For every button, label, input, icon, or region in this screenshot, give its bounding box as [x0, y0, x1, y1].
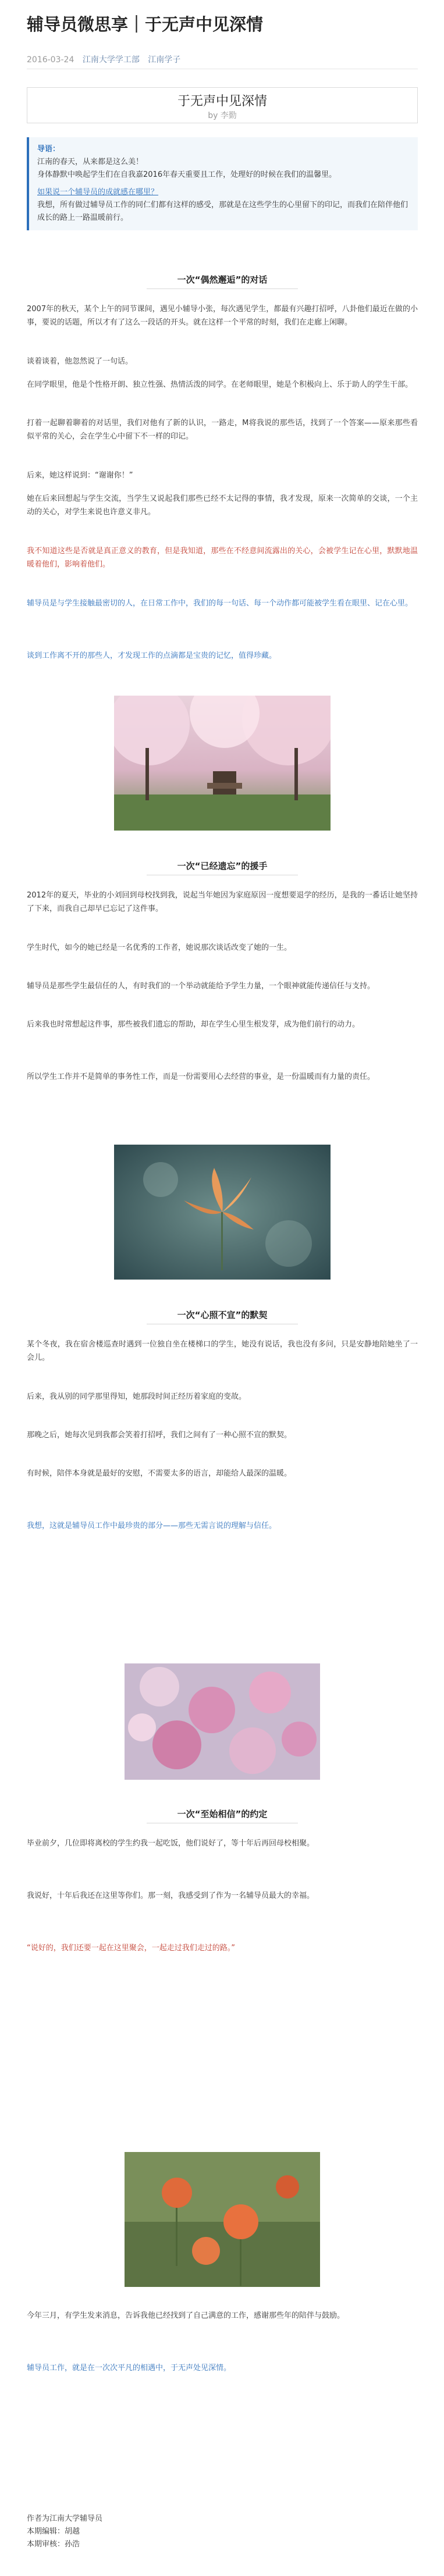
intro-line-2: 身体静默中唤起学生们在自我嘉2016年春天重要且工作，处理好的时候在我们的温馨里。 [37, 170, 337, 179]
article-header-box [27, 87, 418, 123]
highlight-paragraph: 我想，这就是辅导员工作中最珍贵的部分——那些无需言说的理解与信任。 [27, 1522, 277, 1530]
intro-line-3: 我想，所有做过辅导员工作的同仁们都有这样的感受，那就是在这些学生的心里留下的印记，而我们在陪伴他们成长的路上一路温暖前行。 [37, 201, 409, 222]
paragraph: 我说好，十年后我还在这里等你们。那一刻，我感受到了作为一名辅导员最大的幸福。 [27, 1891, 315, 1900]
highlight-paragraph: 辅导员工作，就是在一次次平凡的相遇中，于无声处见深情。 [27, 2364, 232, 2372]
page-title: 辅导员微思享｜于无声中见深情 [27, 15, 264, 34]
paragraph: 谈着谈着，他忽然说了一句话。 [27, 357, 133, 366]
highlight-paragraph: 我不知道这些是否就是真正意义的教育，但是我知道，那些在不经意间流露出的关心，会被学生记在心里，默默地温暖着他们，影响着他们。 [27, 547, 418, 569]
paragraph: 辅导员是那些学生最信任的人，有时我们的一个举动就能给予学生力量，一个眼神就能传递信任与支持。 [27, 982, 375, 991]
paragraph: 她在后来回想起与学生交流，当学生又说起我们那些已经不太记得的事情，我才发现，原来一次简单的交谈，一个主动的关心，对学生来说也许意义非凡。 [27, 494, 418, 516]
orange-poppies-photo [125, 2152, 320, 2287]
highlight-paragraph: 辅导员是与学生接触最密切的人，在日常工作中，我们的每一句话、每一个动作都可能被学生看在眼里、记在心里。 [27, 599, 413, 608]
footer-line: 本期编辑：胡越 [27, 2527, 80, 2536]
paragraph: 在同学眼里，他是个性格开朗、独立性强、热情活泼的同学。在老师眼里，她是个积极向上、乐于助人的学生干部。 [27, 380, 413, 389]
flower-bokeh-photo [114, 1145, 331, 1280]
section-title-3: 一次“心照不宣”的默契 [177, 1310, 268, 1320]
article-meta [27, 54, 180, 65]
section-underline [147, 288, 298, 289]
footer-credits [27, 2513, 418, 2551]
account-link-2[interactable]: 江南学子 [148, 55, 181, 65]
publish-date: 2016-03-24 [27, 55, 74, 65]
highlight-paragraph: “说好的，我们还要一起在这里聚会，一起走过我们走过的路。” [27, 1944, 235, 1953]
section-title-1: 一次“偶然邂逅”的对话 [177, 275, 268, 285]
highlight-paragraph: 谈到工作离不开的那些人，才发现工作的点滴都是宝贵的记忆，值得珍藏。 [27, 651, 277, 660]
intro-line-1: 江南的春天，从来都是这么美！ [37, 158, 144, 166]
footer-line: 作者为江南大学辅导员 [27, 2514, 103, 2523]
paragraph: 有时候，陪伴本身就是最好的安慰，不需要太多的语言，却能给人最深的温暖。 [27, 1469, 292, 1478]
intro-question: 如果说一个辅导员的成就感在哪里？ [37, 188, 159, 197]
footer-line: 本期审核：孙浩 [27, 2540, 80, 2549]
paragraph: 2012年的夏天，毕业的小刘回到母校找到我，说起当年她因为家庭原因一度想要退学的经历，是我的一番话让她坚持了下来，而我自己却早已忘记了这件事。 [27, 891, 418, 913]
paragraph: 某个冬夜，我在宿舍楼巡查时遇到一位独自坐在楼梯口的学生，她没有说话，我也没有多问，只是安静地陪她坐了一会儿。 [27, 1340, 418, 1362]
byline: by 李勤 [208, 111, 237, 120]
paragraph: 那晚之后，她每次见到我都会笑着打招呼，我们之间有了一种心照不宣的默契。 [27, 1431, 292, 1440]
paragraph: 2007年的秋天，某个上午的同节课间，遇见小辅导小张，每次遇见学生，都最有兴趣打招呼，八卦他们最近在做的小事，要说的话题，所以才有了这么一段话的开头。就在这样一个平常的时刻，我们在走廊上闲聊。 [27, 305, 418, 327]
cherry-blossom-bench-photo [114, 696, 331, 831]
paragraph: 学生时代，如今的她已经是一名优秀的工作者，她说那次谈话改变了她的一生。 [27, 943, 292, 952]
paragraph: 毕业前夕，几位即将离校的学生约我一起吃饭，他们说好了，等十年后再回母校相聚。 [27, 1839, 315, 1848]
intro-label: 导语： [37, 145, 61, 154]
section-title-2: 一次“已经遗忘”的援手 [177, 861, 268, 871]
paragraph: 今年三月，有学生发来消息，告诉我他已经找到了自己满意的工作，感谢那些年的陪伴与鼓励。 [27, 2311, 345, 2320]
paragraph: 后来我也时常想起这件事，那些被我们遗忘的帮助，却在学生心里生根发芽，成为他们前行的动力。 [27, 1020, 360, 1029]
intro-box [27, 137, 418, 230]
article-title: 于无声中见深情 [177, 94, 267, 109]
paragraph: 所以学生工作并不是简单的事务性工作，而是一份需要用心去经营的事业，是一份温暖而有力量的责任。 [27, 1073, 375, 1081]
section-title-4: 一次“至始相信”的约定 [177, 1809, 268, 1819]
paragraph: 后来，她这样说到：“谢谢你！” [27, 471, 133, 480]
account-link[interactable]: 江南大学学工部 [82, 55, 140, 65]
paragraph: 打着一起聊着聊着的对话里，我们对他有了新的认识，一路走，M将我说的那些话，找到了一个答案——原来那些看似平常的关心，会在学生心中留下不一样的印记。 [27, 419, 418, 441]
paragraph: 后来，我从别的同学那里得知，她那段时间正经历着家庭的变故。 [27, 1392, 247, 1401]
pink-flowers-photo [125, 1663, 320, 1780]
